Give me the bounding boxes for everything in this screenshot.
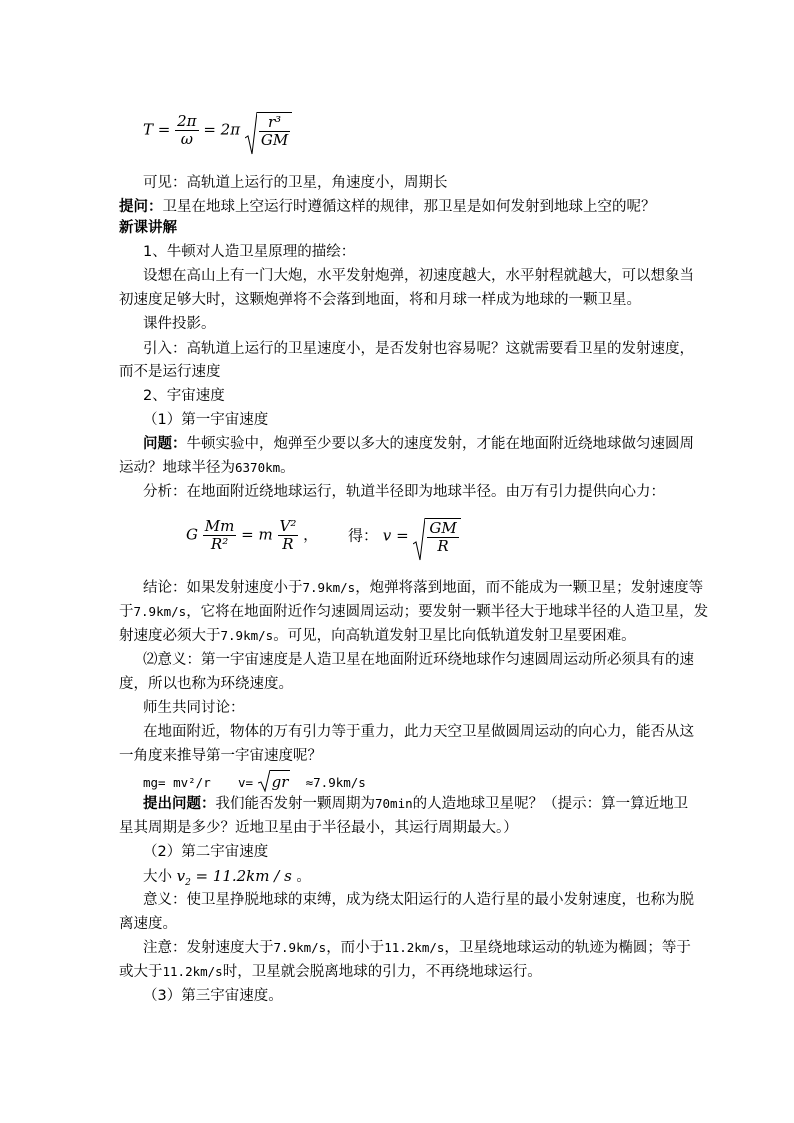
fraction-denominator: R xyxy=(282,535,294,553)
velocity-result-formula xyxy=(348,518,461,555)
sqrt-expression xyxy=(258,770,291,793)
fraction-denominator: GM xyxy=(260,131,289,149)
text-span: 的人造地球卫星呢？（提示：算一算近地卫 xyxy=(412,796,689,812)
text-line: 分析：在地面附近绕地球运行，轨道半径即为地球半径。由万有引力提供向心力： xyxy=(143,484,665,500)
period-mark: 。 xyxy=(296,869,311,885)
text-span: ，炮弹将落到地面，而不能成为一颗卫星；发射速度等 xyxy=(355,580,704,596)
text-line xyxy=(143,794,688,814)
value-span: 11.2km/s xyxy=(384,940,445,955)
section-heading: 新课讲解 xyxy=(119,220,177,236)
sqrt-content: gr xyxy=(270,770,291,792)
text-span: 。 xyxy=(280,460,295,476)
equation-span: mg= mv²/r xyxy=(143,775,211,790)
text-span: 结论：如果发射速度小于 xyxy=(143,580,303,596)
formula-T: T xyxy=(143,120,154,139)
text-line xyxy=(119,197,656,217)
equals-sign: = xyxy=(241,525,259,544)
text-line: 1、牛顿对人造卫星原理的描绘： xyxy=(143,244,356,260)
text-line: 一角度来推导第一宇宙速度呢？ xyxy=(119,748,322,764)
sqrt-expression xyxy=(245,112,292,149)
text-span: ，卫星绕地球运动的轨迹为椭圆；等于 xyxy=(444,940,691,956)
text-span: 运动？地球半径为 xyxy=(119,460,235,476)
value-span: 11.2km/s xyxy=(162,964,223,979)
value-span: 7.9km/s xyxy=(273,940,327,955)
bold-label: 提问： xyxy=(119,199,163,215)
text-span: ，而小于 xyxy=(326,940,385,956)
text-line: 度，所以也称为环绕速度。 xyxy=(119,676,293,692)
text-line: 意义：使卫星挣脱地球的束缚，成为绕太阳运行的人造行星的最小发射速度，也称为脱 xyxy=(143,892,694,908)
fraction-numerator: GM xyxy=(429,519,457,537)
text-span: ，它将在地面附近作匀速圆周运动；要发射一颗半径大于地球半径的人造卫星，发 xyxy=(186,604,709,620)
radical-sign-icon xyxy=(245,112,257,156)
gravity-formula xyxy=(186,518,318,553)
text-line xyxy=(143,578,703,598)
text-line xyxy=(143,938,691,958)
text-line: 离速度。 xyxy=(119,916,177,932)
comma: ， xyxy=(303,525,319,544)
v2-symbol: $v_2$ xyxy=(176,867,191,888)
value-span: 6370km xyxy=(235,460,281,475)
text-line xyxy=(119,962,542,982)
text-line: 课件投影。 xyxy=(143,316,216,332)
text-span: 卫星在地球上空运行时遵循这样的规律，那卫星是如何发射到地球上空的呢？ xyxy=(162,199,656,215)
value-span: 70min xyxy=(375,796,413,811)
equals-sign: = xyxy=(396,526,414,545)
result-label: 得： xyxy=(348,526,379,545)
fraction-numerator: 2π xyxy=(177,112,197,130)
text-line: 初速度足够大时，这颗炮弹将不会落到地面，将和月球一样成为地球的一颗卫星。 xyxy=(119,292,641,308)
text-line xyxy=(119,458,295,478)
text-line: 引入：高轨道上运行的卫星速度小，是否发射也容易呢？这就需要看卫星的发射速度， xyxy=(143,341,694,357)
v2-value: 11.2km / s xyxy=(212,867,292,885)
text-line: （3）第三宇宙速度。 xyxy=(143,988,283,1004)
radical-sign-icon xyxy=(258,770,270,792)
fraction-Mm-R2 xyxy=(203,518,237,553)
text-line: ⑵意义：第一宇宙速度是人造卫星在地面附近环绕地球作匀速圆周运动所必须具有的速 xyxy=(143,652,694,668)
equals-sign: = xyxy=(203,120,221,139)
equation-span: ≈7.9km/s xyxy=(305,775,366,790)
fraction-numerator: Mm xyxy=(204,517,235,535)
text-span: 注意：发射速度大于 xyxy=(143,940,274,956)
fraction-denominator: ω xyxy=(180,130,193,148)
fraction-numerator: V² xyxy=(279,517,297,535)
text-line: 师生共同讨论： xyxy=(143,700,245,716)
text-span: 我们能否发射一颗周期为 xyxy=(215,796,375,812)
text-line xyxy=(119,602,708,622)
text-line: 而不是运行速度 xyxy=(119,364,221,380)
formula-G: G xyxy=(186,525,198,544)
equation-span: v= xyxy=(237,775,254,790)
value-span: 7.9km/s xyxy=(133,604,187,619)
sqrt-expression xyxy=(413,518,460,555)
fraction-denominator: R xyxy=(437,537,449,555)
text-line: 2、宇宙速度 xyxy=(143,388,225,404)
text-line: （1）第一宇宙速度 xyxy=(143,412,269,428)
text-line xyxy=(143,434,694,454)
fraction-2pi-omega xyxy=(175,113,198,148)
text-line: 星其周期是多少？近地卫星由于半径最小，其运行周期最大。） xyxy=(119,820,518,836)
text-span: 牛顿实验中，炮弹至少要以多大的速度发射，才能在地面附近绕地球做匀速圆周 xyxy=(186,436,694,452)
value-span: 7.9km/s xyxy=(220,628,274,643)
text-line xyxy=(143,866,311,893)
formula-m: m xyxy=(258,525,273,544)
sqrt-fraction xyxy=(259,114,290,149)
text-line: 在地面附近，物体的万有引力等于重力，此力天空卫星做圆周运动的向心力，能否从这 xyxy=(143,724,694,740)
fraction-denominator: R² xyxy=(210,535,229,553)
formula-v: v xyxy=(382,526,392,545)
text-line: 可见：高轨道上运行的卫星，角速度小，周期长 xyxy=(143,175,448,191)
text-span: 或大于 xyxy=(119,964,163,980)
sqrt-fraction xyxy=(427,520,458,555)
text-span: 大小 xyxy=(143,869,172,885)
text-span: 于 xyxy=(119,604,134,620)
text-line xyxy=(143,770,366,793)
bold-label: 提出问题： xyxy=(143,796,216,812)
text-span: 时，卫星就会脱离地球的引力，不再绕地球运行。 xyxy=(222,964,542,980)
bold-label: 问题： xyxy=(143,436,187,452)
fraction-numerator: r³ xyxy=(259,114,290,132)
text-line: （2）第二宇宙速度 xyxy=(143,844,269,860)
equals-sign: = xyxy=(157,120,176,139)
text-span: 射速度必须大于 xyxy=(119,628,221,644)
text-line: 设想在高山上有一门大炮，水平发射炮弹，初速度越大，水平射程就越大，可以想象当 xyxy=(143,268,694,284)
formula-2pi: 2π xyxy=(220,120,241,139)
radical-sign-icon xyxy=(413,518,425,562)
value-span: 7.9km/s xyxy=(302,580,356,595)
period-formula xyxy=(143,112,292,149)
text-span: 。可见，向高轨道发射卫星比向低轨道发射卫星要困难。 xyxy=(273,628,636,644)
equals-sign: = xyxy=(195,867,213,885)
text-line xyxy=(119,626,636,646)
fraction-V2-R xyxy=(278,518,299,553)
